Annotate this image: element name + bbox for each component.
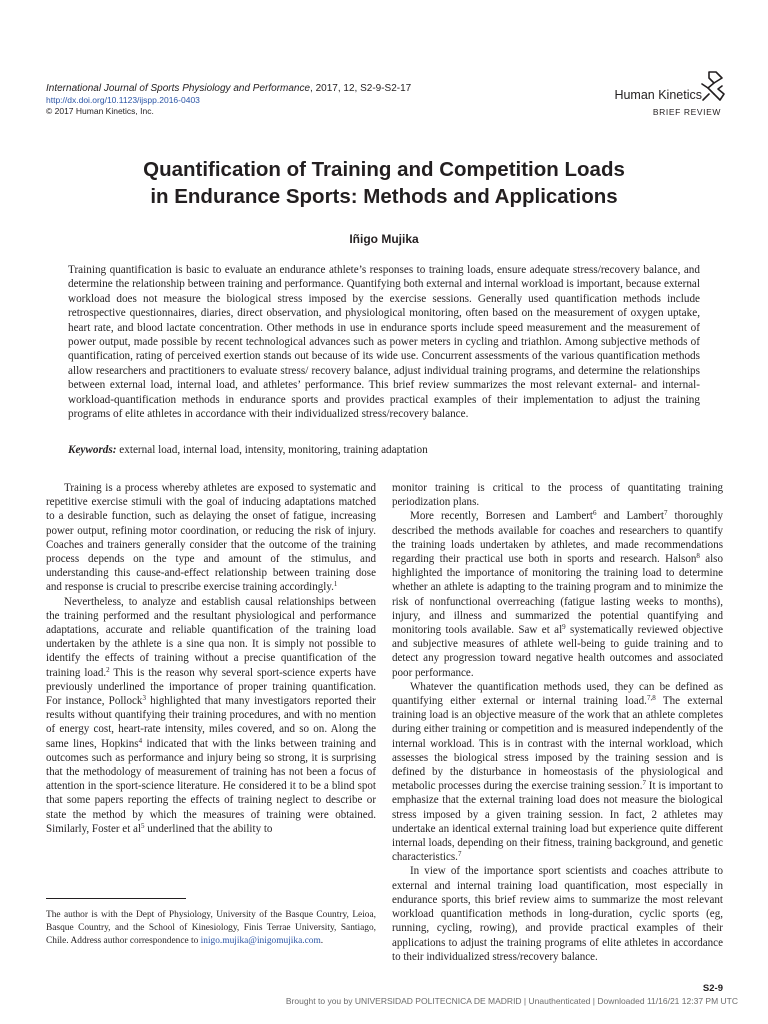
citation-ref[interactable]: 7 bbox=[642, 779, 646, 788]
citation-ref[interactable]: 1 bbox=[333, 580, 338, 589]
publisher-name: Human Kinetics bbox=[614, 88, 702, 102]
author-name: Iñigo Mujika bbox=[349, 232, 419, 246]
paragraph-text: underlined that the ability to bbox=[144, 822, 273, 835]
paragraph-text: Training is a process whereby athletes are exposed to systematic and repetitive exercise stimuli with the goal of inducing adaptations matched to a desirable function, such as delaying the onset of fatigue, increasing power output, refining motor coordination, or reducing the risk of injury. Coaches and trainers generally consider that the outcome of the training process depends on the type and amount of the stimulus, and understanding this cause-and-effect relationship between training dose and response is crucial to prescribe exercise training accordingly. bbox=[46, 482, 376, 594]
footnote-divider bbox=[46, 898, 186, 899]
paragraph-text: indicated that with the links between training and outcomes such as performance and injury being so strong, it is surprising that the methodology of measurement of training has not been a focus of attention in the sport-science literature. He considered it to be a blind spot that some papers reporting the effects of training neglect to describe or state the method by which the measures of training were obtained. Similarly, Foster et al bbox=[46, 737, 376, 835]
author-affiliation-footnote bbox=[46, 909, 376, 949]
paragraph-text: highlighted that many investigators reported their results without quantifying their training procedures, and with no mention of energy cost, heart-rate intensity, miles covered, and so on. Along the same lines, Hopkins bbox=[46, 695, 376, 750]
keywords-list: external load, internal load, intensity, monitoring, training adaptation bbox=[119, 444, 428, 456]
citation-ref[interactable]: 7 bbox=[457, 850, 462, 859]
publisher-logo-icon bbox=[700, 70, 726, 102]
body-column-right bbox=[392, 481, 723, 964]
body-paragraph bbox=[46, 481, 376, 595]
paragraph-text: Nevertheless, to analyze and establish causal relationships between the training performed and the resultant physiological and performance adaptations, accurate and reliable quantification of the training load undertaken by the athlete is a sine qua non. It is simply not possible to identify the effects of training without a precise quantification of the training load. bbox=[46, 595, 376, 679]
body-paragraph bbox=[46, 595, 376, 836]
citation-ref[interactable]: 4 bbox=[138, 736, 143, 745]
journal-citation bbox=[46, 83, 411, 94]
journal-volume-pages: , 2017, 12, S2-9-S2-17 bbox=[310, 83, 412, 94]
title-line-1: Quantification of Training and Competition Loads bbox=[143, 158, 625, 181]
body-column-left bbox=[46, 481, 376, 836]
citation-ref[interactable]: 7 bbox=[663, 509, 668, 518]
footnote-end: . bbox=[320, 936, 324, 947]
abstract: Training quantification is basic to evaluate an endurance athlete’s responses to training loads, ensure adequate stress/recovery balance, and determine the relationship between training and performance. Quantifying both external and internal workload is important, because external workload does not measure the biological stress imposed by the exercise sessions. Generally used quantification methods include retrospective questionnaires, diaries, direct observation, and physiological monitoring, often based on the measurement of oxygen uptake, heart rate, and blood lactate concentration. Other methods in use in endurance sports include speed measurement and the measurement of power output, made possible by recent technological advances such as power meters in cycling and triathlon. Among subjective methods of quantification, rating of perceived exertion stands out because of its wide use. Concurrent assessments of the various quantification methods allow researchers and practitioners to evaluate stress/ recovery balance, adjust individual training programs, and determine the relationships between external load, internal load, and athletes’ performance. This brief review summarizes the most relevant external- and internal-workload-quantification methods in endurance sports and provides practical examples of their implementation to adjust the training programs of elite athletes in accordance with their individualized stress/recovery balance. bbox=[68, 264, 700, 421]
paragraph-text: It is important to emphasize that the external training load does not measure the biological stress imposed by a given training session. In fact, 2 athletes may undertake an identical external training load but experience quite different internal loads, depending on their fitness, training background, and genetic characteristics. bbox=[392, 780, 723, 864]
author-email-link[interactable]: inigo.mujika@inigomujika.com bbox=[200, 936, 321, 947]
paragraph-text: More recently, Borresen and Lambert bbox=[410, 510, 593, 523]
citation-ref[interactable]: 3 bbox=[142, 694, 146, 703]
body-paragraph bbox=[392, 509, 723, 679]
citation-ref[interactable]: 9 bbox=[562, 623, 566, 632]
doi-link[interactable]: http://dx.doi.org/10.1123/ijspp.2016-0403 bbox=[46, 95, 200, 105]
copyright-notice: © 2017 Human Kinetics, Inc. bbox=[46, 106, 154, 116]
article-title bbox=[40, 156, 728, 210]
download-notice: Brought to you by UNIVERSIDAD POLITECNICA DE MADRID | Unauthenticated | Downloaded 11/16/21 12:37 PM UTC bbox=[285, 996, 738, 1006]
body-paragraph: In view of the importance sport scientists and coaches attribute to external and internal training load quantification, most especially in endurance sports, this brief review aims to summarize the most relevant workload quantification methods in long-duration, cyclic sports (eg, running, cycling, rowing), and provide practical examples of their applications to adjust the training programs of elite athletes in accordance to their individualized stress/recovery balance. bbox=[392, 865, 723, 963]
citation-ref[interactable]: 6 bbox=[592, 509, 597, 518]
page-number: S2-9 bbox=[702, 983, 723, 994]
paragraph-text: This is the reason why several sport-science experts have previously underlined the importance of proper training quantification. For instance, Pollock bbox=[46, 666, 377, 708]
journal-name: International Journal of Sports Physiology and Performance bbox=[46, 83, 311, 94]
paragraph-text: thoroughly described the methods available for coaches and researchers to quantify the training loads undertaken by athletes, and made recommendations regarding their practical use both in sports and research. Halson bbox=[392, 510, 723, 566]
paragraph-text: also highlighted the importance of monitoring the training load to determine whether an athlete is adapting to the training program and to minimize the risk of nonfunctional overreaching (fatigue lasting weeks to months), injury, and illness and summarized the potential quantifying and monitoring tools available. Saw et al bbox=[392, 553, 723, 637]
paragraph-text: systematically reviewed objective and subjective measures of athlete well-being to guide training and to detect any progression toward negative health outcomes and associated poor performance. bbox=[392, 624, 723, 679]
keywords-label: Keywords: bbox=[68, 444, 117, 456]
citation-ref[interactable]: 7,8 bbox=[646, 694, 656, 703]
article-type-label: BRIEF REVIEW bbox=[652, 107, 721, 117]
footnote-text: The author is with the Dept of Physiology, University of the Basque Country, Leioa, Basque Country, and the School of Kinesiology, Finis Terrae University, Santiago, Chile. Address author correspondence to bbox=[46, 910, 376, 947]
body-paragraph bbox=[392, 680, 723, 865]
body-paragraph: monitor training is critical to the process of quantitating training periodization plans. bbox=[392, 482, 723, 509]
citation-ref[interactable]: 8 bbox=[696, 552, 700, 561]
title-line-2: in Endurance Sports: Methods and Applications bbox=[150, 185, 618, 208]
paragraph-text: Whatever the quantification methods used, they can be defined as quantifying either external or internal training load. bbox=[392, 680, 723, 708]
paragraph-text: and Lambert bbox=[596, 510, 664, 523]
keywords bbox=[68, 444, 700, 456]
citation-ref[interactable]: 5 bbox=[141, 821, 145, 830]
paragraph-text: The external training load is an objective measure of the work that an athlete completes during either training or competition and is measured independently of the internal workload. This is in contrast with the internal workload, which assesses the biological stress imposed by the training session and is defined by the disturbance in homeostasis of the physiological and metabolic processes during the exercise training session. bbox=[392, 695, 723, 793]
citation-ref[interactable]: 2 bbox=[106, 665, 110, 674]
